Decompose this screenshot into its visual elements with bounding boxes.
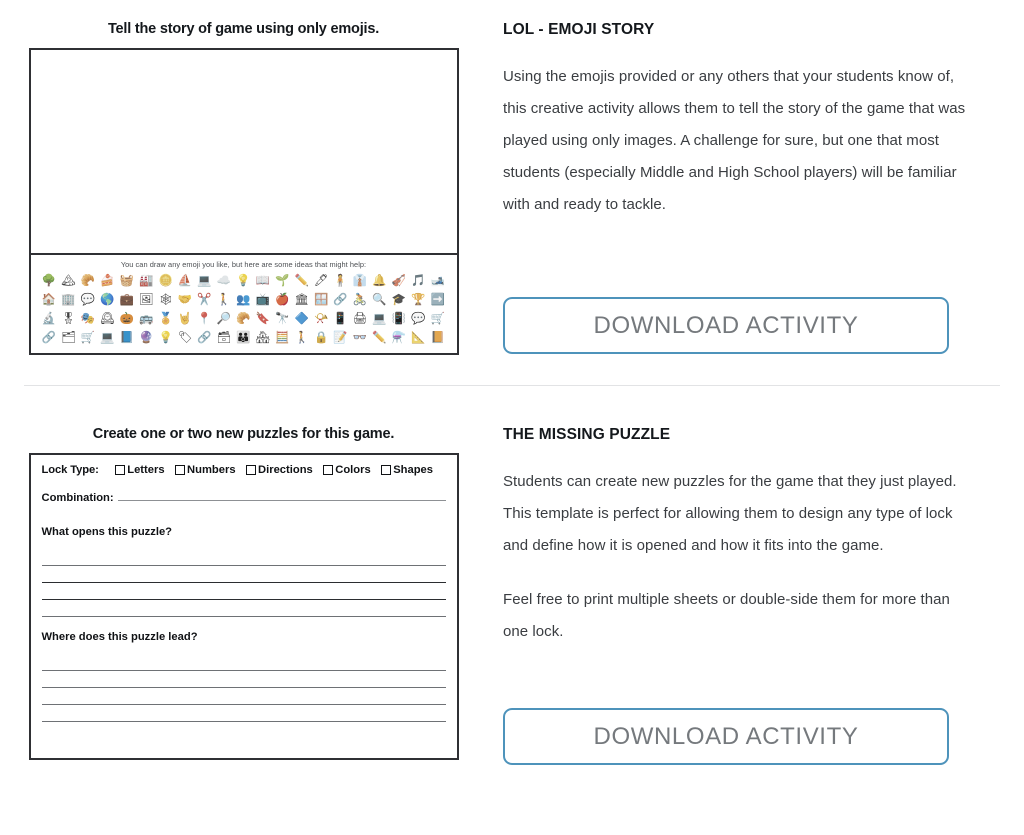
lock-type-option-letters[interactable] (115, 464, 165, 476)
emoji-glyph: 🏘 (255, 332, 271, 344)
emoji-glyph: 🏷 (177, 332, 193, 344)
emoji-glyph: 💡 (236, 275, 251, 287)
emoji-glyph: 🎿 (430, 275, 445, 287)
emoji-glyph: 🏭 (139, 275, 154, 287)
activity-section-missing-puzzle (0, 386, 1024, 765)
emoji-glyph: 📯 (313, 313, 329, 325)
emoji-glyph: 🔒 (313, 332, 329, 344)
emoji-glyph: 📙 (430, 332, 445, 344)
emoji-glyph: 🎓 (391, 294, 407, 306)
emoji-glyph: 🔷 (294, 313, 309, 325)
emoji-glyph: 📝 (333, 332, 348, 344)
emoji-glyph: 🔖 (255, 313, 270, 325)
emoji-glyph: 🔬 (41, 313, 57, 325)
emoji-glyph: 🤝 (177, 294, 193, 306)
emoji-glyph: 💻 (197, 275, 212, 287)
emoji-glyph: 🌎 (100, 294, 115, 306)
emoji-glyph: 💬 (80, 294, 96, 306)
checkbox-icon[interactable] (323, 465, 333, 475)
emoji-glyph: 💻 (100, 332, 115, 344)
combination-row (42, 492, 446, 504)
write-lines-what-opens (42, 549, 446, 617)
combination-write-line[interactable] (118, 492, 446, 501)
section-divider-wrap (0, 355, 1024, 386)
emoji-glyph: 🔔 (372, 275, 387, 287)
emoji-glyph: 🎃 (119, 313, 134, 325)
emoji-glyph: 🏔 (61, 275, 76, 287)
emoji-glyph: 🧮 (275, 332, 290, 344)
emoji-glyph: 💻 (372, 313, 387, 325)
emoji-glyph: ✏️ (372, 332, 387, 344)
emoji-glyph: 🤘 (177, 313, 193, 325)
write-lines-where-leads (42, 654, 446, 722)
lock-type-option-numbers[interactable] (175, 464, 236, 476)
checkbox-icon[interactable] (381, 465, 391, 475)
worksheet-emoji-story (29, 48, 459, 355)
activity-paragraph: Students can create new puzzles for the game that they just played. This template is perfect for allowing them to design any type of lock and define how it is opened and how it fits into the game. (503, 473, 957, 554)
emoji-glyph: 👔 (352, 275, 368, 287)
emoji-glyph: 🔗 (333, 294, 348, 306)
lock-type-option-directions[interactable] (246, 464, 313, 476)
emoji-glyph: ⛵ (177, 275, 193, 287)
emoji-glyph: 📱 (333, 313, 348, 325)
activity-section-emoji-story (0, 0, 1024, 355)
lock-type-option-shapes[interactable] (381, 464, 433, 476)
worksheet-missing-puzzle (29, 453, 459, 760)
emoji-glyph: 🖨 (352, 313, 368, 325)
activity-heading-missing-puzzle: THE MISSING PUZZLE (503, 426, 671, 443)
lock-type-option-label: Directions (258, 464, 313, 476)
emoji-glyph: 🖊 (313, 275, 329, 287)
lock-type-option-label: Letters (127, 464, 165, 476)
emoji-glyph: 🏆 (411, 294, 426, 306)
worksheet-preview-missing-puzzle (0, 426, 487, 760)
emoji-glyph: 🥐 (80, 275, 96, 287)
emoji-glyph: 🏛 (294, 294, 309, 306)
emoji-glyph: 🎭 (80, 313, 96, 325)
emoji-glyph: 💡 (158, 332, 173, 344)
emoji-glyph: ✏️ (294, 275, 309, 287)
emoji-row (37, 292, 451, 309)
emoji-glyph: 🔍 (372, 294, 387, 306)
emoji-glyph: 🗃 (216, 332, 232, 344)
emoji-glyph: 🥐 (236, 313, 251, 325)
emoji-drawing-area (31, 50, 457, 255)
worksheet-title-missing-puzzle: Create one or two new puzzles for this game. (92, 426, 395, 442)
write-line[interactable] (42, 671, 446, 688)
emoji-glyph: 👓 (352, 332, 368, 344)
lock-type-option-colors[interactable] (323, 464, 371, 476)
download-activity-button-emoji-story[interactable]: DOWNLOAD ACTIVITY (503, 297, 949, 354)
emoji-glyph: 📐 (411, 332, 426, 344)
emoji-glyph: 🏢 (61, 294, 76, 306)
write-line[interactable] (42, 654, 446, 671)
emoji-glyph: 🪟 (313, 294, 329, 306)
emoji-glyph: 🔭 (275, 313, 290, 325)
emoji-glyph: 🧺 (119, 275, 134, 287)
write-line[interactable] (42, 600, 446, 617)
emoji-glyph: 🪙 (158, 275, 173, 287)
emoji-glyph: 📖 (255, 275, 270, 287)
lock-type-option-label: Shapes (393, 464, 433, 476)
emoji-glyph: 🛒 (430, 313, 445, 325)
emoji-hint-area (31, 255, 457, 353)
emoji-glyph: 🎵 (411, 275, 426, 287)
emoji-glyph: 🌱 (275, 275, 290, 287)
emoji-glyph: 🗂 (61, 332, 76, 344)
emoji-glyph: 💼 (119, 294, 134, 306)
activity-description-emoji-story (487, 21, 1024, 354)
checkbox-icon[interactable] (175, 465, 185, 475)
emoji-glyph: 🏅 (158, 313, 173, 325)
emoji-glyph: 🕸 (158, 294, 173, 306)
lock-type-row (42, 464, 446, 476)
lock-type-option-label: Colors (335, 464, 371, 476)
emoji-row (37, 330, 451, 347)
emoji-glyph: 🌳 (41, 275, 57, 287)
emoji-glyph: 👥 (236, 294, 251, 306)
download-activity-button-missing-puzzle[interactable]: DOWNLOAD ACTIVITY (503, 708, 949, 765)
emoji-glyph: 🚴 (352, 294, 368, 306)
emoji-glyph: 🧍 (333, 275, 348, 287)
activity-description-missing-puzzle (487, 426, 1024, 765)
emoji-glyph: 🎖 (61, 313, 76, 325)
emoji-hint-text: You can draw any emoji you like, but here are some ideas that might help: (120, 260, 367, 269)
activity-paragraph: Feel free to print multiple sheets or double-side them for more than one lock. (503, 591, 950, 640)
emoji-glyph: 💬 (411, 313, 426, 325)
question-label-what-opens: What opens this puzzle? (41, 526, 173, 538)
write-line[interactable] (42, 583, 446, 600)
emoji-glyph: 🔮 (139, 332, 154, 344)
emoji-glyph: 🚶 (216, 294, 232, 306)
checkbox-icon[interactable] (115, 465, 125, 475)
activity-paragraph: Using the emojis provided or any others that your students know of, this creative activity allows them to tell the story of the game that was played using only images. A challenge for sure, but one that most students (especially Middle and High School players) will be familiar with and ready to tackle. (503, 68, 966, 213)
emoji-glyph: 📺 (255, 294, 270, 306)
write-line[interactable] (42, 549, 446, 566)
emoji-glyph: 🖼 (138, 294, 154, 306)
emoji-glyph: 🔗 (197, 332, 212, 344)
emoji-glyph: ☁️ (216, 275, 232, 287)
write-line[interactable] (42, 566, 446, 583)
emoji-glyph: 🔗 (41, 332, 57, 344)
emoji-glyph: 🚌 (139, 313, 154, 325)
emoji-glyph: 🍎 (275, 294, 290, 306)
lock-type-label: Lock Type: (41, 464, 99, 476)
worksheet-title-emoji-story: Tell the story of game using only emojis. (107, 21, 380, 37)
emoji-glyph: 🏠 (41, 294, 57, 306)
emoji-glyph: 📘 (119, 332, 134, 344)
emoji-glyph: 📍 (197, 313, 212, 325)
emoji-glyph: 📳 (391, 313, 407, 325)
worksheet-preview-emoji-story (0, 21, 487, 355)
emoji-glyph: 🔎 (216, 313, 232, 325)
write-line[interactable] (42, 705, 446, 722)
emoji-glyph: ⚗️ (391, 332, 407, 344)
activity-heading-emoji-story: LOL - EMOJI STORY (503, 21, 655, 38)
emoji-glyph: 🚶 (294, 332, 309, 344)
question-label-where-leads: Where does this puzzle lead? (41, 631, 198, 643)
checkbox-icon[interactable] (246, 465, 256, 475)
write-line[interactable] (42, 688, 446, 705)
emoji-glyph: 🎻 (391, 275, 407, 287)
emoji-row (37, 311, 451, 328)
emoji-glyph: 🛒 (80, 332, 96, 344)
combination-label: Combination: (41, 492, 114, 504)
lock-type-option-label: Numbers (187, 464, 236, 476)
emoji-glyph: 🍰 (100, 275, 115, 287)
emoji-glyph: ✂️ (197, 294, 212, 306)
emoji-glyph: ➡️ (430, 294, 445, 306)
emoji-glyph: 👪 (236, 332, 251, 344)
emoji-glyph: 🕰 (100, 313, 115, 325)
emoji-reference-grid (37, 273, 451, 349)
emoji-row (37, 273, 451, 290)
